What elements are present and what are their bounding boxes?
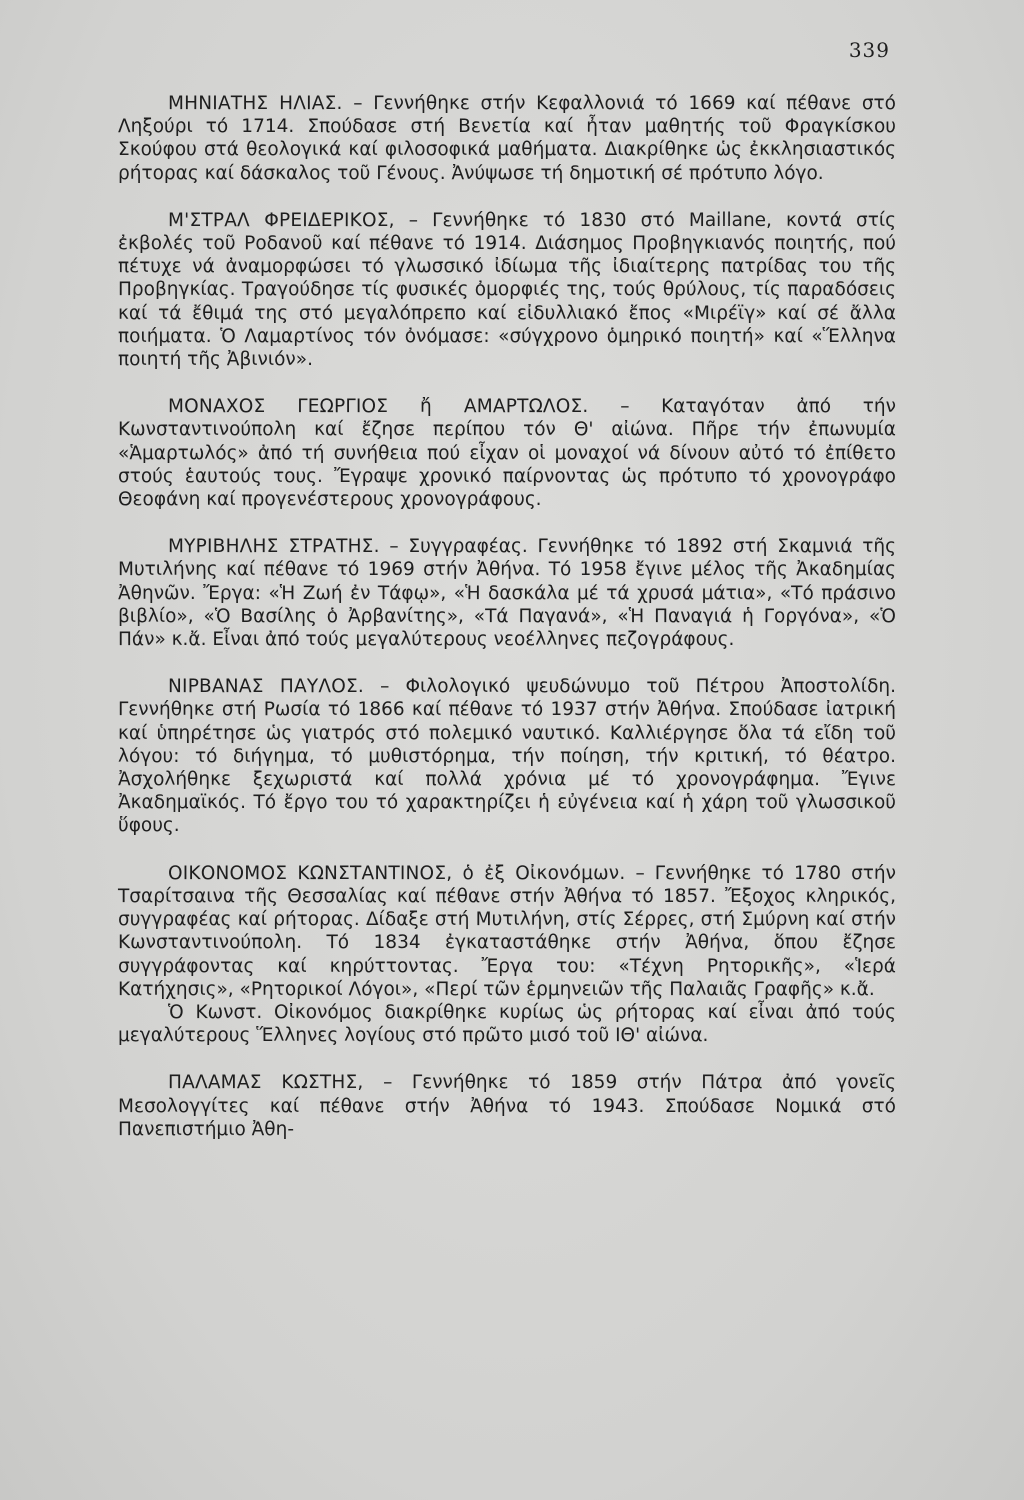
entry-text: – Συγγραφέας. Γεννήθηκε τό 1892 στή Σκαμνιά τῆς Μυτιλήνης καί πέθανε τό 1969 στήν Ἀθήνα. Τό 1958 ἔγινε μέλος τῆς Ἀκαδημίας Ἀθηνῶν. Ἔργα: «Ἡ Ζωή ἐν Τάφῳ», «Ἡ δασκάλα μέ τά χρυσά μάτια», «Τό πράσινο βιβλίο», «Ὁ Βασίλης ὁ Ἀρβανίτης», «Τά Παγανά», «Ἡ Παναγιά ἡ Γοργόνα», «Ὁ Πάν» κ.ἄ. Εἶναι ἀπό τούς μεγαλύτερους νεοέλληνες πεζογράφους. [118,536,897,651]
entry-name: Μ'ΣΤΡΑΛ ΦΡΕΙΔΕΡΙΚΟΣ, [168,209,395,231]
entry-name: ΜΥΡΙΒΗΛΗΣ ΣΤΡΑΤΗΣ. [168,536,380,558]
entry-text: – Γεννήθηκε τό 1859 στήν Πάτρα ἀπό γονεῖς Μεσολογγίτες καί πέθανε στήν Ἀθήνα τό 1943. Σπούδασε Νομικά στό Πανεπιστήμιο Ἀθη- [118,1072,896,1140]
entry-oikonomos [118,862,896,1048]
entry-name: ΜΗΝΙΑΤΗΣ ΗΛΙΑΣ. [168,93,343,114]
page-number: 339 [848,38,890,62]
entry-myrivilis [118,535,896,651]
entry-text: – Γεννήθηκε τό 1830 στό Maillane, κοντά στίς ἐκβολές τοῦ Ροδανοῦ καί πέθανε τό 1914. Διάσημος Προβηγκιανός ποιητής, πού πέτυχε νά ἀναμορφώσει τό γλωσσικό ἰδίωμα τῆς ἰδιαίτερης πατρίδας του τῆς Προβηγκίας. Τραγούδησε τίς φυσικές ὀμορφιές της, τούς θρύλους, τίς παραδόσεις καί τά ἔθιμά της στό μεγαλόπρεπο καί εἰδυλλιακό ἔπος «Μιρέϊγ» καί σέ ἄλλα ποιήματα. Ὁ Λαμαρτίνος τόν ὀνόμασε: «σύγχρονο ὁμηρικό ποιητή» καί «Ἕλληνα ποιητή τῆς Ἀβινιόν». [118,209,896,371]
entry-name: ΠΑΛΑΜΑΣ ΚΩΣΤΗΣ, [168,1072,364,1094]
entry-subparagraph: Ὁ Κωνστ. Οἰκονόμος διακρίθηκε κυρίως ὡς ρήτορας καί εἶναι ἀπό τούς μεγαλύτερους Ἕλληνες λογίους στό πρῶτο μισό τοῦ ΙΘ' αἰώνα. [118,1001,896,1047]
text-body [118,92,896,1165]
entry-name: ΝΙΡΒΑΝΑΣ ΠΑΥΛΟΣ. [168,676,364,698]
entry-name: ΜΟΝΑΧΟΣ ΓΕΩΡΓΙΟΣ ἤ ΑΜΑΡΤΩΛΟΣ. [168,396,589,418]
entry-monachos [118,395,896,511]
entry-text: – Φιλολογικό ψευδώνυμο τοῦ Πέτρου Ἀποστολίδη. Γεννήθηκε στή Ρωσία τό 1866 καί πέθανε τό 1937 στήν Ἀθήνα. Σπούδασε ἰατρική καί ὑπηρέτησε ὡς γιατρός στό πολεμικό ναυτικό. Καλλιέργησε ὅλα τά εἴδη τοῦ λόγου: τό διήγημα, τό μυθιστόρημα, τήν ποίηση, τήν κριτική, τό θέατρο. Ἀσχολήθηκε ξεχωριστά καί πολλά χρόνια μέ τό χρονογράφημα. Ἔγινε Ἀκαδημαϊκός. Τό ἔργο του τό χαρακτηρίζει ἡ εὐγένεια καί ἡ χάρη τοῦ γλωσσικοῦ ὕφους. [118,676,896,837]
entry-text: – Γεννήθηκε στήν Κεφαλλονιά τό 1669 καί πέθανε στό Ληξούρι τό 1714. Σπούδασε στή Βενετία καί ἦταν μαθητής τοῦ Φραγκίσκου Σκούφου στά θεολογικά καί φιλοσοφικά μαθήματα. Διακρίθηκε ὡς ἐκκλησιαστικός ρήτορας καί δάσκαλος τοῦ Γένους. Ἀνύψωσε τή δημοτική σέ πρότυπο λόγο. [118,93,896,184]
entry-text: – Γεννήθηκε τό 1780 στήν Τσαρίτσαινα τῆς Θεσσαλίας καί πέθανε στήν Ἀθήνα τό 1857. Ἔξοχος κληρικός, συγγραφέας καί ρήτορας. Δίδαξε στή Μυτιλήνη, στίς Σέρρες, στή Σμύρνη καί στήν Κωνσταντινούπολη. Τό 1834 ἐγκαταστάθηκε στήν Ἀθήνα, ὅπου ἔζησε συγγράφοντας καί κηρύττοντας. Ἔργα του: «Τέχνη Ρητορικῆς», «Ἱερά Κατήχησις», «Ρητορικοί Λόγοι», «Περί τῶν ἑρμηνειῶν τῆς Παλαιᾶς Γραφῆς» κ.ἄ. [118,862,896,1000]
entry-name: ΟΙΚΟΝΟΜΟΣ ΚΩΝΣΤΑΝΤΙΝΟΣ, ὁ ἐξ Οἰκονόμων. [168,862,626,884]
entry-nirvanas [118,675,896,837]
entry-miniatis [118,92,896,185]
entry-palamas [118,1071,896,1141]
entry-text: – Καταγόταν ἀπό τήν Κωνσταντινούπολη καί ἔζησε περίπου τόν Θ' αἰώνα. Πῆρε τήν ἐπωνυμία «Ἁμαρτωλός» ἀπό τή συνήθεια πού εἶχαν οἱ μοναχοί νά δίνουν αὐτό τό ἐπίθετο στούς ἑαυτούς τους. Ἔγραψε χρονικό παίρνοντας ὡς πρότυπο τό χρονογράφο Θεοφάνη καί προγενέστερους χρονογράφους. [118,396,896,511]
entry-mistral [118,209,896,371]
